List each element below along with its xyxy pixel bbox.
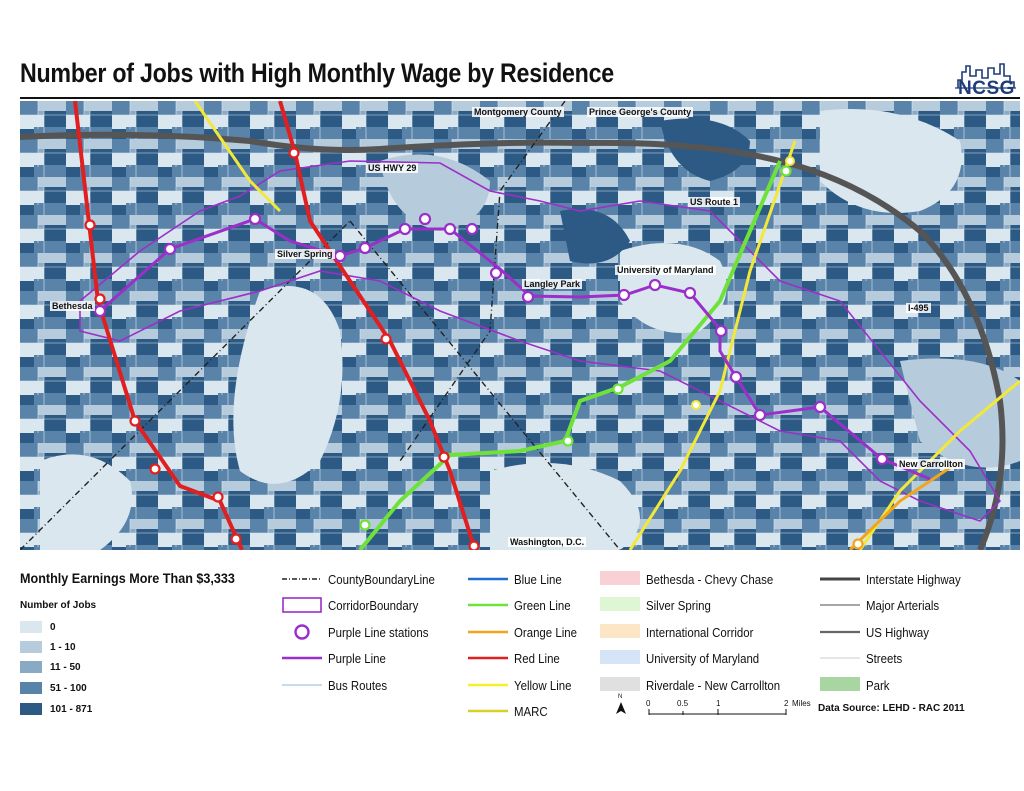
- purple-line-station: [523, 292, 533, 302]
- legend-silver-spring: Silver Spring: [600, 597, 720, 613]
- label-us-route-1: US Route 1: [690, 197, 739, 207]
- legend-county-boundary: CountyBoundaryLine: [328, 571, 435, 587]
- purple-line-station: [400, 224, 410, 234]
- purple-line-station: [731, 372, 741, 382]
- legend-bus-routes: Bus Routes: [328, 677, 388, 693]
- label-university-of-maryland: University of Maryland: [617, 265, 714, 275]
- legend-job-class: 101 - 871: [20, 702, 92, 716]
- legend-interstate-highway: Interstate Highway: [866, 571, 961, 587]
- legend-job-class: 11 - 50: [20, 660, 81, 674]
- green-line-station: [614, 385, 623, 394]
- purple-line-station: [360, 243, 370, 253]
- legend-purple-line-stations: Purple Line stations: [282, 624, 442, 640]
- legend-jobs-subtitle: Number of Jobs: [20, 600, 97, 611]
- purple-line-station: [755, 410, 765, 420]
- orange-line-station: [854, 540, 863, 549]
- red-line-station: [382, 335, 391, 344]
- scale-unit: Miles: [792, 699, 811, 708]
- label-i-495: I-495: [908, 303, 929, 313]
- legend-university-of-maryland: University of Maryland: [600, 650, 775, 666]
- legend-marc: MARC: [514, 703, 548, 719]
- purple-line-station: [95, 306, 105, 316]
- purple-line-station: [250, 214, 260, 224]
- legend-bethesda-chevy-chase: Bethesda - Chevy Chase: [600, 571, 791, 587]
- data-source: Data Source: LEHD - RAC 2011: [818, 703, 965, 714]
- legend-job-class: 0: [20, 620, 56, 634]
- label-washington-dc: Washington, D.C.: [510, 537, 585, 547]
- legend-job-class: 1 - 10: [20, 640, 76, 654]
- purple-line-station: [685, 288, 695, 298]
- legend-international-corridor: International Corridor: [600, 624, 768, 640]
- legend-streets: Streets: [866, 650, 903, 666]
- purple-line-station: [491, 268, 501, 278]
- green-line-station: [361, 521, 370, 530]
- purple-line-station: [335, 251, 345, 261]
- purple-line-station: [650, 280, 660, 290]
- purple-line-station: [467, 224, 477, 234]
- north-label: N: [618, 694, 623, 700]
- marc-station: [692, 401, 700, 409]
- swatch: [20, 641, 42, 653]
- title-underline: [20, 97, 1020, 99]
- purple-line-station: [420, 214, 430, 224]
- purple-line-station: [815, 402, 825, 412]
- legend-riverdale-new-carrollton: Riverdale - New Carrollton: [600, 677, 798, 693]
- red-line-station: [96, 295, 105, 304]
- scale-bar: [648, 708, 788, 716]
- legend-earnings-title: Monthly Earnings More Than $3,333: [20, 570, 235, 586]
- legend-blue-line: Blue Line: [514, 571, 562, 587]
- purple-line-station: [877, 454, 887, 464]
- scale-tick: 0.5: [677, 699, 689, 708]
- legend-red-line: Red Line: [514, 650, 560, 666]
- legend-yellow-line: Yellow Line: [514, 677, 572, 693]
- swatch: [20, 661, 42, 673]
- swatch: [20, 621, 42, 633]
- legend-green-line: Green Line: [514, 597, 571, 613]
- red-line-station: [86, 221, 95, 230]
- legend-corridor-boundary: CorridorBoundary: [282, 597, 431, 613]
- red-line-station: [440, 453, 449, 462]
- logo-text: NCSG: [958, 78, 1015, 99]
- label-montgomery-county: Montgomery County: [474, 107, 562, 117]
- legend-park: Park: [820, 677, 893, 693]
- purple-line-station: [445, 224, 455, 234]
- legend-purple-line: Purple Line: [328, 650, 386, 666]
- red-line-station: [290, 149, 299, 158]
- red-line-station: [470, 542, 479, 551]
- legend-orange-line: Orange Line: [514, 624, 577, 640]
- label-silver-spring: Silver Spring: [277, 249, 333, 259]
- red-line-station: [151, 465, 160, 474]
- swatch: [20, 703, 42, 715]
- map-title: Number of Jobs with High Monthly Wage by Residence: [20, 58, 614, 88]
- red-line-station: [214, 493, 223, 502]
- marc-station: [786, 157, 794, 165]
- swatch: [20, 682, 42, 694]
- legend-job-class: 51 - 100: [20, 681, 87, 695]
- map-canvas: [20, 101, 1020, 550]
- green-line-station: [782, 167, 791, 176]
- label-us-hwy-29: US HWY 29: [368, 163, 417, 173]
- green-line-station: [564, 437, 573, 446]
- red-line-station: [232, 535, 241, 544]
- label-bethesda: Bethesda: [52, 301, 93, 311]
- purple-line-station: [716, 326, 726, 336]
- label-new-carrollton: New Carrollton: [899, 459, 964, 469]
- scale-tick: 1: [716, 699, 721, 708]
- map-panel[interactable]: [20, 101, 1020, 550]
- legend-us-highway: US Highway: [866, 624, 929, 640]
- scale-tick: 2: [784, 699, 789, 708]
- label-langley-park: Langley Park: [524, 279, 581, 289]
- legend-major-arterials: Major Arterials: [866, 597, 940, 613]
- red-line-station: [131, 417, 140, 426]
- purple-line-station: [165, 244, 175, 254]
- purple-line-station: [619, 290, 629, 300]
- scale-tick: 0: [646, 699, 651, 708]
- label-prince-georges-county: Prince George's County: [589, 107, 692, 117]
